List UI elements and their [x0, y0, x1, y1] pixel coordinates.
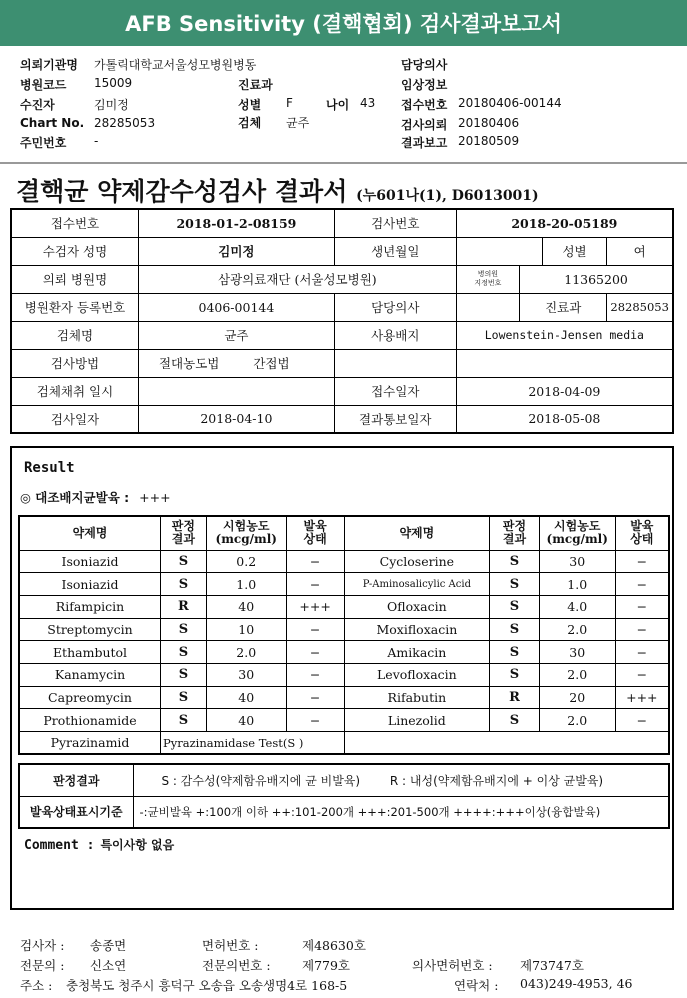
drug-name: Rifabutin — [344, 686, 490, 709]
pyrazinamidase-test: Pyrazinamidase Test(S ) — [161, 732, 345, 755]
drug-conc: 2.0 — [539, 618, 615, 641]
table-row — [19, 550, 669, 573]
doc-license-value: 제73747호 — [520, 958, 584, 973]
sex-value: 여 — [607, 237, 673, 265]
drug-conc: 40 — [206, 686, 286, 709]
reception-label: 접수번호 — [401, 98, 448, 112]
license-value: 제48630호 — [302, 938, 366, 953]
judge-header-1: 판정 — [171, 519, 195, 534]
drug-name: Isoniazid — [19, 550, 161, 573]
drug-table-header — [19, 516, 669, 550]
drug-result: S — [161, 641, 207, 664]
drug-conc: 1.0 — [206, 573, 286, 596]
method-blank — [334, 349, 456, 377]
hospital-label: 의뢰 병원명 — [11, 265, 138, 293]
sex-value: F — [286, 96, 293, 110]
judge-header-right — [490, 516, 540, 550]
address-label: 주소 : — [20, 978, 53, 993]
growth-header-1: 발육 — [303, 519, 327, 534]
specimen-name-value: 균주 — [138, 321, 334, 349]
drug-header-right: 약제명 — [344, 516, 490, 550]
info-dept-label: 진료과 — [520, 293, 607, 321]
specimen-name-label: 검체명 — [11, 321, 138, 349]
contact-label: 연락처 : — [454, 978, 499, 993]
patient-info-table — [10, 208, 674, 434]
request-label: 검사의뢰 — [401, 118, 448, 132]
drug-name: Kanamycin — [19, 663, 161, 686]
specialist-value: 신소연 — [90, 958, 127, 973]
conc-header-2: (mcg/ml) — [215, 532, 277, 547]
drug-result: R — [490, 686, 540, 709]
reception-no-value: 2018-01-2-08159 — [138, 209, 334, 237]
legend-growth-label: 발육상태표시기준 — [19, 796, 133, 828]
drug-sensitivity-table — [18, 515, 670, 755]
drug-name: Prothionamide — [19, 709, 161, 732]
document-title — [16, 172, 539, 208]
notify-label: 결과통보일자 — [334, 405, 456, 433]
growth-header — [286, 516, 344, 550]
method-value-1: 절대농도법 — [158, 356, 220, 371]
address-value: 충청북도 청주시 흥덕구 오송읍 오송생명4로 168-5 — [66, 978, 348, 993]
drug-name: Ethambutol — [19, 641, 161, 664]
drug-result: S — [161, 663, 207, 686]
drug-conc: 0.2 — [206, 550, 286, 573]
growth-header-right — [615, 516, 669, 550]
judge-header-right-1: 판정 — [502, 519, 527, 534]
dept-label: 진료과 — [238, 78, 273, 92]
growth-header-right-1: 발육 — [630, 519, 654, 534]
institution-value: 가톨릭대학교서울성모병원병동 — [94, 58, 257, 72]
table-row — [19, 709, 669, 732]
doctor-label: 담당의사 — [401, 58, 448, 72]
result-section — [10, 446, 674, 910]
drug-name: Ofloxacin — [344, 595, 490, 618]
hospital-value: 삼광의료재단 (서울성모병원) — [138, 265, 456, 293]
legend-table — [18, 763, 670, 829]
drug-growth: − — [615, 641, 669, 664]
drug-growth: − — [286, 686, 344, 709]
legend-judge-label: 판정결과 — [19, 764, 133, 796]
drug-conc: 30 — [206, 663, 286, 686]
table-row — [19, 641, 669, 664]
specimen-value: 균주 — [286, 116, 310, 130]
conc-header-right — [539, 516, 615, 550]
drug-name: Levofloxacin — [344, 663, 490, 686]
pyrazinamid-blank — [344, 732, 669, 755]
drug-result: S — [490, 618, 540, 641]
drug-conc: 2.0 — [539, 709, 615, 732]
document-title-text: 결핵균 약제감수성검사 결과서 — [16, 177, 348, 206]
drug-growth: +++ — [286, 595, 344, 618]
drug-growth: − — [286, 641, 344, 664]
info-row — [11, 265, 673, 293]
drug-result: S — [490, 573, 540, 596]
exam-date-value: 2018-04-10 — [138, 405, 334, 433]
collect-value — [138, 377, 334, 405]
table-row — [19, 618, 669, 641]
method-label: 검사방법 — [11, 349, 138, 377]
drug-conc: 10 — [206, 618, 286, 641]
info-row — [11, 209, 673, 237]
method-blank-right — [456, 349, 673, 377]
exam-no-label: 검사번호 — [334, 209, 456, 237]
method-value-2: 간접법 — [253, 356, 290, 371]
exam-date-label: 검사일자 — [11, 405, 138, 433]
clinical-label: 임상정보 — [401, 78, 448, 92]
info-row — [11, 377, 673, 405]
drug-result: S — [490, 641, 540, 664]
sex-label: 성별 — [542, 237, 607, 265]
info-row — [11, 349, 673, 377]
judge-header-right-2: 결과 — [502, 532, 527, 547]
drug-name: Rifampicin — [19, 595, 161, 618]
specimen-label: 검체 — [238, 116, 262, 130]
collector-value: 김미정 — [94, 98, 129, 112]
report-date-value: 20180509 — [458, 134, 520, 148]
drug-header: 약제명 — [19, 516, 161, 550]
drug-result: S — [161, 573, 207, 596]
legend-judge-s: S : 감수성(약제함유배지에 균 비발육) — [161, 773, 361, 788]
info-doctor-value — [456, 293, 519, 321]
institution-label: 의뢰기관명 — [20, 58, 78, 72]
reception-value: 20180406-00144 — [458, 96, 562, 110]
drug-growth: − — [615, 663, 669, 686]
report-date-label: 결과보고 — [401, 136, 448, 150]
table-row — [19, 686, 669, 709]
drug-result: S — [490, 663, 540, 686]
pyrazinamid-name: Pyrazinamid — [19, 732, 161, 755]
spec-no-label: 전문의번호 : — [202, 958, 271, 973]
drug-growth: − — [286, 663, 344, 686]
comment-label: Comment : — [24, 838, 95, 853]
hospital-code-label: 병원코드 — [20, 78, 67, 92]
specialist-label: 전문의 : — [20, 958, 65, 973]
drug-growth: − — [615, 595, 669, 618]
drug-conc: 30 — [539, 550, 615, 573]
control-growth-label: ◎ 대조배지균발육 : — [20, 490, 130, 505]
method-value — [138, 349, 334, 377]
info-row — [11, 293, 673, 321]
drug-name: Linezolid — [344, 709, 490, 732]
designated-value: 11365200 — [520, 265, 673, 293]
judge-header — [161, 516, 207, 550]
drug-name: Moxifloxacin — [344, 618, 490, 641]
resident-label: 주민번호 — [20, 136, 67, 150]
drug-name: Cycloserine — [344, 550, 490, 573]
patient-reg-value: 0406-00144 — [138, 293, 334, 321]
drug-growth: − — [615, 709, 669, 732]
drug-conc: 1.0 — [539, 573, 615, 596]
designated-label — [456, 265, 519, 293]
examiner-label: 검사자 : — [20, 938, 65, 953]
drug-conc: 40 — [206, 595, 286, 618]
drug-result: S — [161, 550, 207, 573]
medium-label: 사용배지 — [334, 321, 456, 349]
report-title-bar — [0, 0, 687, 46]
birth-value — [456, 237, 542, 265]
drug-result: S — [490, 709, 540, 732]
receive-date-value: 2018-04-09 — [456, 377, 673, 405]
growth-header-right-2: 상태 — [630, 532, 654, 547]
collect-label: 검체채취 일시 — [11, 377, 138, 405]
drug-conc: 4.0 — [539, 595, 615, 618]
drug-name: Streptomycin — [19, 618, 161, 641]
drug-growth: +++ — [615, 686, 669, 709]
legend-judge-values — [133, 764, 669, 796]
chart-label: Chart No. — [20, 116, 85, 130]
drug-name: P-Aminosalicylic Acid — [344, 573, 490, 596]
drug-result: S — [161, 709, 207, 732]
examiner-value: 송종면 — [90, 938, 127, 953]
conc-header — [206, 516, 286, 550]
designated-label-1: 병의원 — [477, 270, 499, 278]
header-divider — [0, 162, 687, 164]
drug-result: S — [161, 686, 207, 709]
report-header — [0, 46, 687, 164]
drug-conc: 30 — [539, 641, 615, 664]
legend-judge-row — [19, 764, 669, 796]
patient-reg-label: 병원환자 등록번호 — [11, 293, 138, 321]
drug-growth: − — [286, 618, 344, 641]
age-value: 43 — [360, 96, 376, 110]
drug-growth: − — [615, 550, 669, 573]
legend-growth-value: -:균비발육 +:100개 이하 ++:101-200개 +++:201-500개 ++++:+++이상(융합발육) — [133, 796, 669, 828]
table-row — [19, 573, 669, 596]
table-row — [19, 663, 669, 686]
info-row — [11, 237, 673, 265]
pyrazinamid-row — [19, 732, 669, 755]
drug-growth: − — [615, 618, 669, 641]
drug-result: R — [161, 595, 207, 618]
conc-header-right-1: 시험농도 — [554, 519, 601, 534]
medium-value: Lowenstein-Jensen media — [456, 321, 673, 349]
legend-judge-r: R : 내성(약제함유배지에 + 이상 균발육) — [389, 773, 604, 788]
drug-growth: − — [615, 573, 669, 596]
contact-value: 043)249-4953, 46 — [520, 976, 633, 991]
comment — [24, 836, 174, 853]
birth-label: 생년월일 — [334, 237, 456, 265]
info-row — [11, 321, 673, 349]
result-title: Result — [24, 460, 75, 476]
drug-conc: 20 — [539, 686, 615, 709]
comment-value: 특이사항 없음 — [100, 838, 175, 852]
document-code: (누601나(1), D6013001) — [356, 188, 539, 204]
spec-no-value: 제779호 — [302, 958, 351, 973]
hospital-code-value: 15009 — [94, 76, 133, 90]
report-title: AFB Sensitivity (결핵협회) 검사결과보고서 — [125, 12, 562, 36]
conc-header-1: 시험농도 — [223, 519, 270, 534]
info-row — [11, 405, 673, 433]
age-label: 나이 — [326, 98, 350, 112]
collector-label: 수진자 — [20, 98, 55, 112]
drug-growth: − — [286, 709, 344, 732]
table-row — [19, 595, 669, 618]
drug-result: S — [161, 618, 207, 641]
chart-value: 28285053 — [94, 116, 156, 130]
conc-header-right-2: (mcg/ml) — [546, 532, 608, 547]
drug-growth: − — [286, 550, 344, 573]
doc-license-label: 의사면허번호 : — [412, 958, 493, 973]
drug-conc: 2.0 — [539, 663, 615, 686]
name-value: 김미정 — [138, 237, 334, 265]
legend-growth-row — [19, 796, 669, 828]
info-dept-value: 28285053 — [607, 293, 673, 321]
judge-header-2: 결과 — [171, 532, 195, 547]
request-value: 20180406 — [458, 116, 520, 130]
license-label: 면허번호 : — [202, 938, 259, 953]
notify-value: 2018-05-08 — [456, 405, 673, 433]
designated-label-2: 지정번호 — [474, 279, 502, 287]
drug-conc: 40 — [206, 709, 286, 732]
sex-label: 성별 — [238, 98, 262, 112]
receive-date-label: 접수일자 — [334, 377, 456, 405]
control-growth — [20, 488, 171, 506]
drug-result: S — [490, 595, 540, 618]
drug-conc: 2.0 — [206, 641, 286, 664]
drug-name: Isoniazid — [19, 573, 161, 596]
exam-no-value: 2018-20-05189 — [456, 209, 673, 237]
resident-value: - — [94, 134, 99, 148]
name-label: 수검자 성명 — [11, 237, 138, 265]
drug-growth: − — [286, 573, 344, 596]
drug-name: Amikacin — [344, 641, 490, 664]
growth-header-2: 상태 — [303, 532, 327, 547]
drug-result: S — [490, 550, 540, 573]
drug-name: Capreomycin — [19, 686, 161, 709]
control-growth-value: +++ — [139, 490, 171, 505]
reception-no-label: 접수번호 — [11, 209, 138, 237]
info-doctor-label: 담당의사 — [334, 293, 456, 321]
